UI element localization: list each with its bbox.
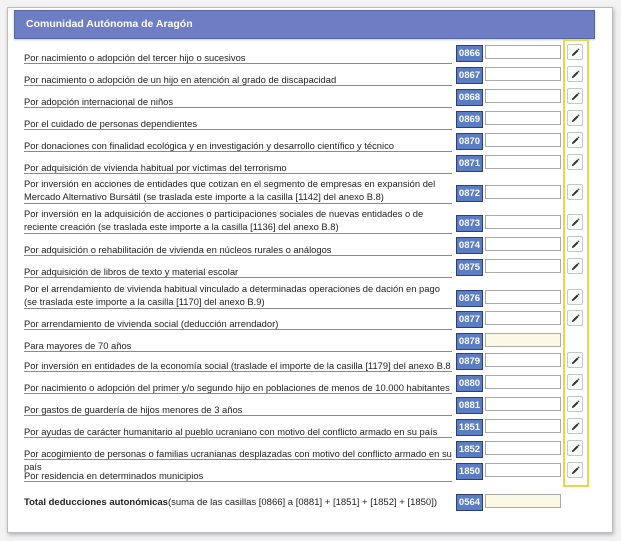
deduction-label: Por adquisición de libros de texto y material escolar <box>24 266 239 277</box>
box-code-0877: 0877 <box>456 311 483 328</box>
box-code-0867: 0867 <box>456 67 483 84</box>
edit-button-0874[interactable] <box>567 236 583 252</box>
amount-input-0869[interactable] <box>485 111 561 125</box>
pencil-icon <box>571 218 580 227</box>
pencil-icon <box>571 314 580 323</box>
pencil-icon <box>571 188 580 197</box>
deduction-label: Por inversión en entidades de la economía social (traslade el importe de la casilla [1179] del anexo B.8 <box>24 360 451 371</box>
dotted-leader-line <box>24 277 452 278</box>
amount-input-0866[interactable] <box>485 45 561 59</box>
box-code-1852: 1852 <box>456 441 483 458</box>
pencil-icon <box>571 158 580 167</box>
pencil-icon <box>571 356 580 365</box>
edit-button-0877[interactable] <box>567 310 583 326</box>
edit-button-0876[interactable] <box>567 289 583 305</box>
deduction-label: Por adquisición de vivienda habitual por víctimas del terrorismo <box>24 162 287 173</box>
amount-input-0867[interactable] <box>485 67 561 81</box>
total-input <box>485 494 561 508</box>
pencil-icon <box>571 422 580 431</box>
section-header <box>14 10 595 39</box>
dotted-leader-line <box>24 393 452 394</box>
edit-button-0868[interactable] <box>567 88 583 104</box>
edit-button-0873[interactable] <box>567 214 583 230</box>
amount-input-1852[interactable] <box>485 441 561 455</box>
deduction-label: Por el cuidado de personas dependientes <box>24 118 198 129</box>
pencil-icon <box>571 293 580 302</box>
total-label <box>24 497 437 508</box>
pencil-icon <box>571 48 580 57</box>
deduction-label: Por arrendamiento de vivienda social (deducción arrendador) <box>24 318 279 329</box>
pencil-icon <box>571 400 580 409</box>
dotted-leader-line <box>24 233 452 234</box>
box-code-0873: 0873 <box>456 215 483 232</box>
dotted-leader-line <box>24 329 452 330</box>
box-code-0869: 0869 <box>456 111 483 128</box>
deduction-label: Por acogimiento de personas o familias ucranianas desplazadas con motivo del conflicto armado en su país <box>24 448 452 472</box>
amount-input-0873[interactable] <box>485 215 561 229</box>
deduction-label: Para mayores de 70 años <box>24 340 132 351</box>
pencil-icon <box>571 114 580 123</box>
dotted-leader-line <box>24 308 452 309</box>
dotted-leader-line <box>24 151 452 152</box>
amount-input-0872[interactable] <box>485 185 561 199</box>
box-code-0866: 0866 <box>456 45 483 62</box>
edit-button-0870[interactable] <box>567 132 583 148</box>
dotted-leader-line <box>24 129 452 130</box>
amount-input-0879[interactable] <box>485 353 561 367</box>
amount-input-0877[interactable] <box>485 311 561 325</box>
box-code-0878: 0878 <box>456 333 483 350</box>
deduction-label: Por inversión en la adquisición de acciones o participaciones sociales de nuevas entidades o de reciente creación (se traslada este importe a la casilla [1136] del anexo B.8) <box>24 208 424 232</box>
deduction-label: Por inversión en acciones de entidades que cotizan en el segmento de empresas en expansión del Mercado Alternativo Bursátil (se traslada este importe a la casilla [1142] del anexo B.8) <box>24 178 436 202</box>
box-code-0874: 0874 <box>456 237 483 254</box>
box-code-0871: 0871 <box>456 155 483 172</box>
box-code-0879: 0879 <box>456 353 483 370</box>
amount-input-1851[interactable] <box>485 419 561 433</box>
deduction-label: Por el arrendamiento de vivienda habitual vinculado a determinadas operaciones de dación en pago (se traslada este importe a la casilla [1170] del anexo B.9) <box>24 283 440 307</box>
pencil-icon <box>571 92 580 101</box>
dotted-leader-line <box>24 459 452 460</box>
box-code-0564: 0564 <box>456 494 483 511</box>
box-code-0868: 0868 <box>456 89 483 106</box>
deduction-label: Por residencia en determinados municipios <box>24 470 204 481</box>
dotted-leader-line <box>24 107 452 108</box>
edit-button-0869[interactable] <box>567 110 583 126</box>
amount-input-0881[interactable] <box>485 397 561 411</box>
total-label-detail: (suma de las casillas [0866] a [0881] + [1851] + [1852] + [1850]) <box>167 497 438 508</box>
dotted-leader-line <box>24 173 452 174</box>
amount-input-0880[interactable] <box>485 375 561 389</box>
amount-input-1850[interactable] <box>485 463 561 477</box>
box-code-1850: 1850 <box>456 463 483 480</box>
dotted-leader-line <box>24 415 452 416</box>
deduction-label: Por nacimiento o adopción del tercer hijo o sucesivos <box>24 52 246 63</box>
pencil-icon <box>571 444 580 453</box>
amount-input-0868[interactable] <box>485 89 561 103</box>
deduction-label: Por ayudas de carácter humanitario al pueblo ucraniano con motivo del conflicto armado en su país <box>24 426 438 437</box>
edit-button-0866[interactable] <box>567 44 583 60</box>
edit-button-0880[interactable] <box>567 374 583 390</box>
dotted-leader-line <box>24 85 452 86</box>
amount-input-0870[interactable] <box>485 133 561 147</box>
pencil-icon <box>571 136 580 145</box>
pencil-icon <box>571 466 580 475</box>
amount-input-0874[interactable] <box>485 237 561 251</box>
amount-input-0875[interactable] <box>485 259 561 273</box>
dotted-leader-line <box>24 351 452 352</box>
total-label-bold: Total deducciones autonómicas <box>24 497 168 508</box>
box-code-0876: 0876 <box>456 290 483 307</box>
edit-button-1851[interactable] <box>567 418 583 434</box>
pencil-icon <box>571 70 580 79</box>
edit-button-0872[interactable] <box>567 184 583 200</box>
edit-button-0879[interactable] <box>567 352 583 368</box>
dotted-leader-line <box>24 437 452 438</box>
deduction-label: Por adquisición o rehabilitación de vivienda en núcleos rurales o análogos <box>24 244 332 255</box>
deduction-label: Por gastos de guardería de hijos menores de 3 años <box>24 404 243 415</box>
edit-button-1850[interactable] <box>567 462 583 478</box>
amount-input-0871[interactable] <box>485 155 561 169</box>
box-code-0872: 0872 <box>456 185 483 202</box>
edit-button-0881[interactable] <box>567 396 583 412</box>
edit-button-0871[interactable] <box>567 154 583 170</box>
edit-button-0875[interactable] <box>567 258 583 274</box>
deduction-label: Por nacimiento o adopción de un hijo en atención al grado de discapacidad <box>24 74 337 85</box>
pencil-icon <box>571 240 580 249</box>
pencil-icon <box>571 262 580 271</box>
section-title: Comunidad Autónoma de Aragón <box>26 18 193 30</box>
edit-button-1852[interactable] <box>567 440 583 456</box>
edit-button-0867[interactable] <box>567 66 583 82</box>
box-code-1851: 1851 <box>456 419 483 436</box>
dotted-leader-line <box>24 63 452 64</box>
deduction-label: Por donaciones con finalidad ecológica y en investigación y desarrollo científico y técnico <box>24 140 395 151</box>
dotted-leader-line <box>24 255 452 256</box>
deduction-label: Por nacimiento o adopción del primer y/o segundo hijo en poblaciones de menos de 10.000 habitantes <box>24 382 450 393</box>
box-code-0881: 0881 <box>456 397 483 414</box>
amount-input-0878 <box>485 333 561 347</box>
box-code-0880: 0880 <box>456 375 483 392</box>
pencil-icon <box>571 378 580 387</box>
box-code-0870: 0870 <box>456 133 483 150</box>
dotted-leader-line <box>24 481 452 482</box>
amount-input-0876[interactable] <box>485 290 561 304</box>
box-code-0875: 0875 <box>456 259 483 276</box>
dotted-leader-line <box>24 371 452 372</box>
dotted-leader-line <box>24 203 452 204</box>
deduction-label: Por adopción internacional de niños <box>24 96 174 107</box>
